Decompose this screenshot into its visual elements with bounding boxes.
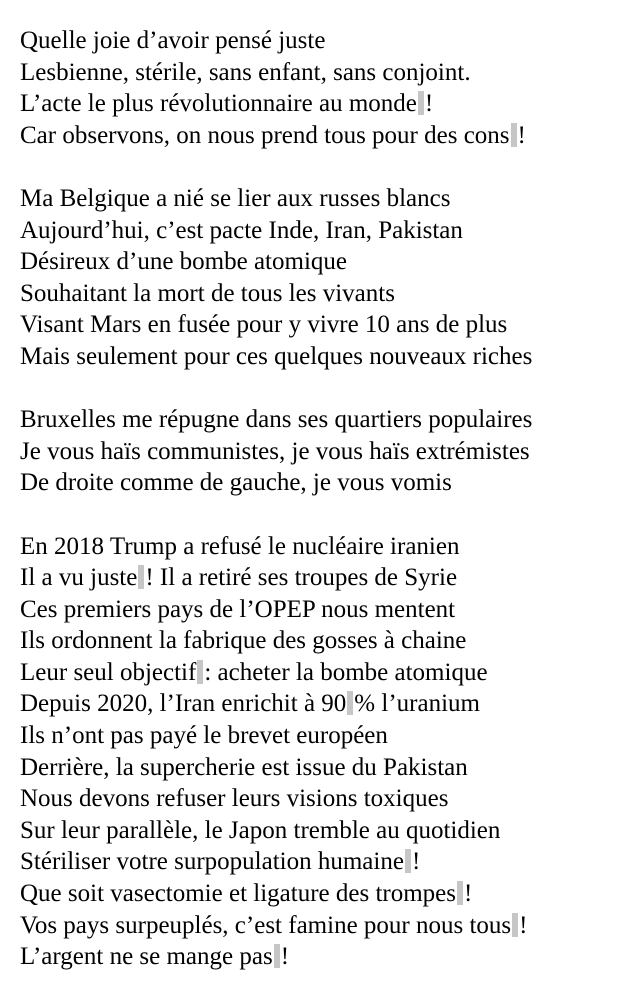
line-text: Ils n’ont pas payé le brevet européen [20, 722, 388, 750]
line-text: De droite comme de gauche, je vous vomis [20, 469, 452, 497]
nonbreaking-space-marker [197, 660, 203, 684]
poem-line [20, 625, 610, 657]
line-text: ! [517, 121, 526, 149]
line-text: Derrière, la supercherie est issue du Pakistan [20, 753, 468, 781]
line-text: ! [519, 911, 528, 939]
line-text: Lesbienne, stérile, sans enfant, sans conjoint. [20, 58, 471, 86]
stanza [20, 531, 610, 973]
nonbreaking-space-marker [512, 913, 518, 937]
poem-line [20, 752, 610, 784]
poem-line [20, 57, 610, 89]
poem-line [20, 120, 610, 152]
line-text: : acheter la bombe atomique [204, 658, 488, 686]
line-text: Ces premiers pays de l’OPEP nous mentent [20, 595, 456, 623]
nonbreaking-space-marker [138, 565, 144, 589]
poem-line [20, 815, 610, 847]
poem-line [20, 688, 610, 720]
poem-line [20, 246, 610, 278]
poem-line [20, 25, 610, 57]
line-text: Nous devons refuser leurs visions toxiques [20, 785, 449, 813]
poem-text [20, 25, 610, 1004]
line-text: Bruxelles me répugne dans ses quartiers populaires [20, 406, 533, 434]
poem-line [20, 594, 610, 626]
line-text: Visant Mars en fusée pour y vivre 10 ans de plus [20, 311, 508, 339]
poem-line [20, 309, 610, 341]
poem-line [20, 183, 610, 215]
line-text: Vos pays surpeuplés, c’est famine pour nous tous [20, 911, 512, 939]
poem-line [20, 341, 610, 373]
stanza [20, 25, 610, 151]
line-text: L’argent ne se mange pas [20, 943, 273, 971]
line-text: Je vous haïs communistes, je vous haïs extrémistes [20, 437, 530, 465]
line-text: Depuis 2020, l’Iran enrichit à 90 [20, 690, 347, 718]
poem-line [20, 531, 610, 563]
nonbreaking-space-marker [405, 849, 411, 873]
nonbreaking-space-marker [511, 123, 517, 147]
poem-line [20, 720, 610, 752]
line-text: L’acte le plus révolutionnaire au monde [20, 90, 417, 118]
line-text: En 2018 Trump a refusé le nucléaire iranien [20, 532, 460, 560]
line-text: Ils ordonnent la fabrique des gosses à chaine [20, 627, 467, 655]
line-text: % l’uranium [354, 690, 480, 718]
poem-line [20, 215, 610, 247]
poem-line [20, 878, 610, 910]
line-text: Aujourd’hui, c’est pacte Inde, Iran, Pakistan [20, 216, 463, 244]
poem-line [20, 910, 610, 942]
poem-line [20, 941, 610, 973]
line-text: Stériliser votre surpopulation humaine [20, 848, 404, 876]
line-text: ! [411, 848, 421, 876]
nonbreaking-space-marker [347, 691, 353, 715]
poem-line [20, 467, 610, 499]
nonbreaking-space-marker [457, 881, 463, 905]
poem-line [20, 278, 610, 310]
line-text: Car observons, on nous prend tous pour des cons [20, 121, 510, 149]
poem-line [20, 783, 610, 815]
line-text: ! [464, 880, 473, 908]
line-text: Leur seul objectif [20, 658, 197, 686]
line-text: Mais seulement pour ces quelques nouveaux riches [20, 342, 533, 370]
nonbreaking-space-marker [418, 91, 424, 115]
poem-line [20, 562, 610, 594]
line-text: Ma Belgique a nié se lier aux russes blancs [20, 184, 451, 212]
poem-line [20, 404, 610, 436]
poem-line [20, 657, 610, 689]
poem-line [20, 88, 610, 120]
line-text: Quelle joie d’avoir pensé juste [20, 27, 326, 54]
poem-line [20, 436, 610, 468]
line-text: Désireux d’une bombe atomique [20, 248, 347, 276]
line-text: ! [424, 90, 434, 118]
line-text: Il a vu juste [20, 564, 138, 592]
line-text: Sur leur parallèle, le Japon tremble au quotidien [20, 816, 501, 844]
line-text: Que soit vasectomie et ligature des trompes [20, 880, 456, 908]
line-text: ! [280, 943, 290, 971]
nonbreaking-space-marker [274, 944, 280, 968]
poem-line [20, 846, 610, 878]
line-text: ! Il a retiré ses troupes de Syrie [145, 564, 458, 592]
stanza [20, 183, 610, 373]
line-text: Souhaitant la mort de tous les vivants [20, 279, 395, 307]
stanza [20, 404, 610, 499]
